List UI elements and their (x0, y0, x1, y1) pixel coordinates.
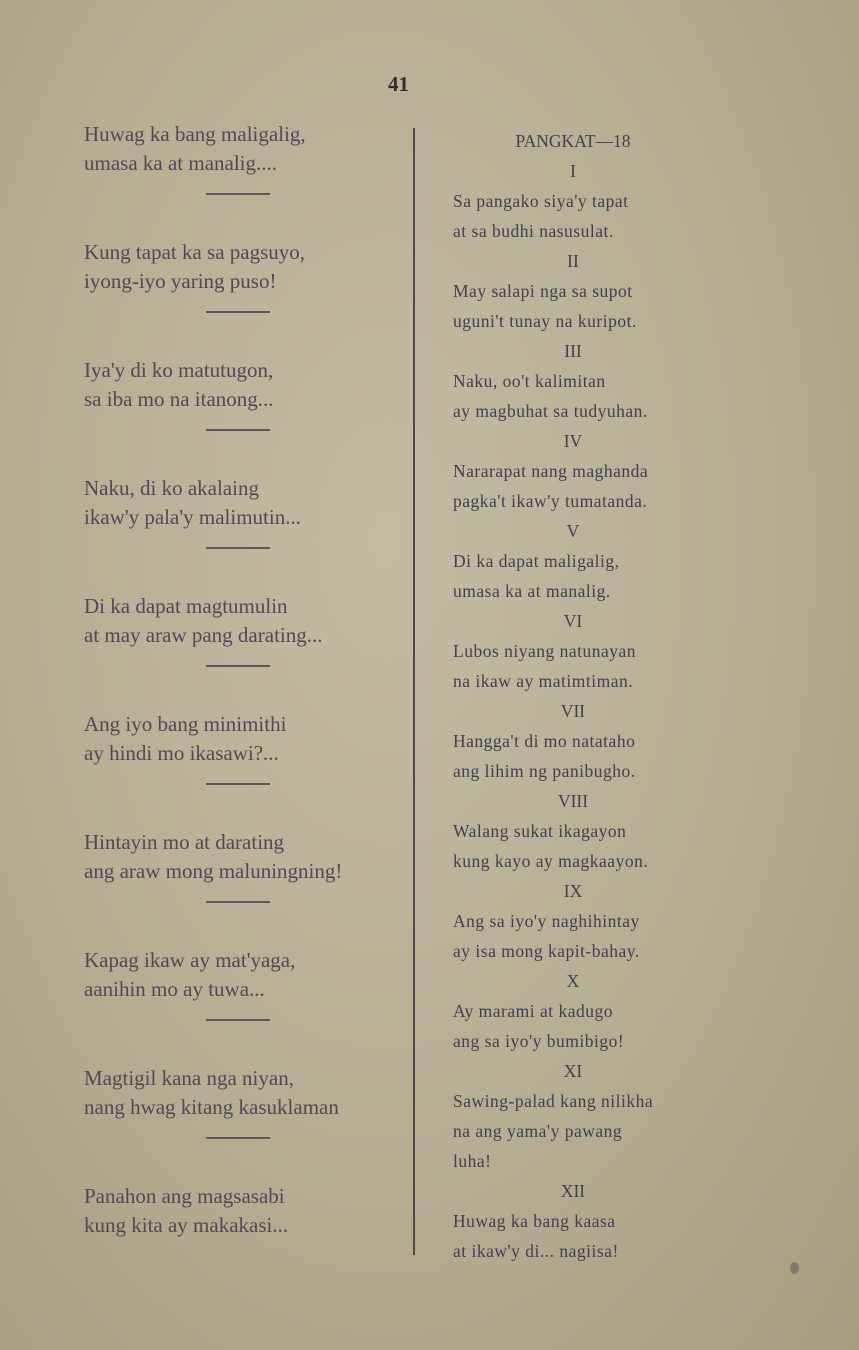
stanza-separator (206, 901, 270, 903)
stanza-separator (206, 1019, 270, 1021)
verse-line: Huwag ka bang kaasa (453, 1211, 616, 1231)
verse-line: Sawing-palad kang nilikha (453, 1091, 654, 1111)
stanza (84, 946, 404, 1003)
verse-line: at sa budhi nasusulat. (453, 221, 614, 241)
verse-line: luha! (453, 1151, 492, 1171)
roman-numeral: V (566, 521, 580, 541)
verse-line: iyong-iyo yaring puso! (84, 269, 277, 293)
roman-numeral: XII (560, 1181, 586, 1201)
stanza (84, 356, 404, 413)
verse-line: Hintayin mo at darating (84, 830, 285, 854)
stanza-separator (206, 429, 270, 431)
stanza-separator (206, 547, 270, 549)
verse-line: at ikaw'y di... nagiisa! (453, 1241, 619, 1261)
verse-line: pagka't ikaw'y tumatanda. (453, 491, 648, 511)
stanza (84, 592, 404, 649)
verse-line: nang hwag kitang kasuklaman (84, 1095, 339, 1119)
roman-numeral: VIII (557, 791, 589, 811)
verse-line: Di ka dapat maligalig, (453, 551, 620, 571)
verse-line: Sa pangako siya'y tapat (453, 191, 629, 211)
verse-line: sa iba mo na itanong... (84, 387, 274, 411)
section-heading: PANGKAT—18 (515, 131, 631, 151)
roman-numeral: I (570, 161, 576, 181)
verse-line: kung kayo ay magkaayon. (453, 851, 649, 871)
verse-line: ay hindi mo ikasawi?... (84, 741, 279, 765)
verse-line: Ang iyo bang minimithi (84, 712, 287, 736)
verse-line: umasa ka at manalig. (453, 581, 611, 601)
roman-numeral: VI (563, 611, 583, 631)
ink-smudge (790, 1262, 799, 1274)
roman-numeral: IX (563, 881, 583, 901)
verse-line: aanihin mo ay tuwa... (84, 977, 265, 1001)
verse-line: ang araw mong maluningning! (84, 859, 343, 883)
right-column (453, 126, 723, 1266)
stanza (84, 710, 404, 767)
verse-line: Di ka dapat magtumulin (84, 594, 288, 618)
verse-line: Naku, di ko akalaing (84, 476, 259, 500)
stanza-separator (206, 1137, 270, 1139)
verse-line: ay isa mong kapit-bahay. (453, 941, 640, 961)
verse-line: Nararapat nang maghanda (453, 461, 649, 481)
stanza-separator (206, 783, 270, 785)
verse-line: Ang sa iyo'y naghihintay (453, 911, 640, 931)
stanza (84, 238, 404, 295)
verse-line: Magtigil kana nga niyan, (84, 1066, 294, 1090)
roman-numeral: III (564, 341, 582, 361)
verse-line: umasa ka at manalig.... (84, 151, 278, 175)
verse-line: kung kita ay makakasi... (84, 1213, 289, 1237)
stanza (84, 1064, 404, 1121)
verse-line: Kapag ikaw ay mat'yaga, (84, 948, 296, 972)
stanza (84, 474, 404, 531)
verse-line: na ikaw ay matimtiman. (453, 671, 634, 691)
stanza-separator (206, 193, 270, 195)
column-divider (413, 128, 415, 1255)
verse-line: ikaw'y pala'y malimutin... (84, 505, 301, 529)
verse-line: ang sa iyo'y bumibigo! (453, 1031, 625, 1051)
verse-line: Hangga't di mo natataho (453, 731, 636, 751)
stanza (84, 120, 404, 177)
verse-line: Naku, oo't kalimitan (453, 371, 606, 391)
roman-numeral: II (567, 251, 579, 271)
roman-numeral: XI (563, 1061, 583, 1081)
verse-line: Kung tapat ka sa pagsuyo, (84, 240, 306, 264)
stanza (84, 1182, 404, 1239)
verse-line: at may araw pang darating... (84, 623, 323, 647)
verse-line: ang lihim ng panibugho. (453, 761, 636, 781)
stanza-separator (206, 311, 270, 313)
verse-line: ay magbuhat sa tudyuhan. (453, 401, 648, 421)
verse-line: Iya'y di ko matutugon, (84, 358, 274, 382)
roman-numeral: VII (560, 701, 586, 721)
left-column (84, 120, 404, 1239)
verse-line: Ay marami at kadugo (453, 1001, 614, 1021)
stanza (84, 828, 404, 885)
verse-line: uguni't tunay na kuripot. (453, 311, 637, 331)
stanza-separator (206, 665, 270, 667)
verse-line: Huwag ka bang maligalig, (84, 122, 306, 146)
verse-line: May salapi nga sa supot (453, 281, 633, 301)
roman-numeral: IV (563, 431, 583, 451)
roman-numeral: X (566, 971, 580, 991)
verse-line: Panahon ang magsasabi (84, 1184, 285, 1208)
verse-line: Walang sukat ikagayon (453, 821, 627, 841)
page-number: 41 (388, 72, 409, 96)
verse-line: na ang yama'y pawang (453, 1121, 623, 1141)
verse-line: Lubos niyang natunayan (453, 641, 637, 661)
